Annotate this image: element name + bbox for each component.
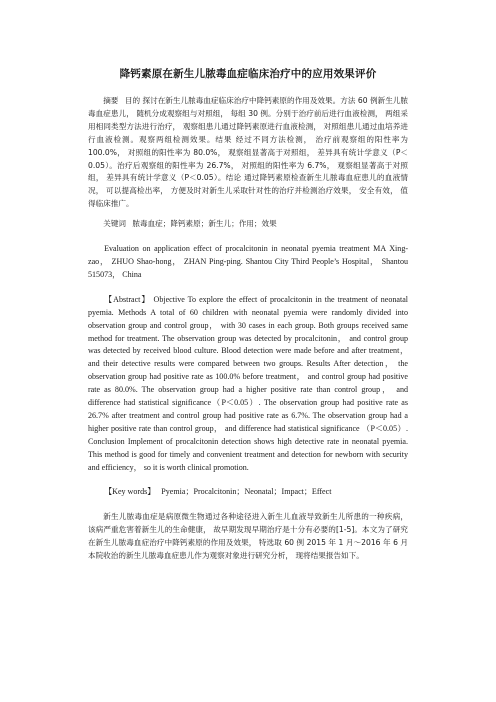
introduction-paragraph: 新生儿脓毒血症是病原微生物通过各种途径进入新生儿血液导致新生儿所患的一种疾病， 该病严重危害着新生儿的生命健康， 故早期发现早期治疗是十分有必要的[1-5]。本文为了研究在新生儿脓毒血症治疗中降钙素原的作用及效果， 特选取 60 例 2015 年 1 月～2016 年 6 月本院收治的新生儿脓毒血症患儿作为观察对象进行研究分析， 现将结果报告如下。 [88, 512, 408, 561]
chinese-keyword: 效果 [261, 219, 277, 229]
english-keyword: Procalcitonin ； [193, 487, 244, 496]
english-title-and-authors [88, 243, 408, 282]
english-keyword: Pyemia ； [161, 487, 193, 496]
english-title: Evaluation on application effect of procalcitonin in neonatal pyemia treatment [104, 244, 370, 254]
english-abstract [88, 294, 408, 475]
english-keyword: Effect [311, 487, 332, 497]
chinese-keyword: 作用 ； [239, 219, 262, 228]
chinese-abstract-text: 目的 探讨在新生儿脓毒血症临床治疗中降钙素原的作用及效果。方法 60 例新生儿脓毒血症患儿， 随机分成观察组与对照组， 每组 30 例。分别于治疗前后进行血液检测， 两组采用相同类型方法进行治疗， 观察组患儿通过降钙素原进行血液检测， 对照组患儿通过血培养进行血液检测。观察两组检测效果。结果 经过不同方法检测， 治疗前观察组的阳性率为 100.0%， 对照组的阳性率为 80.0%， 观察组显著高于对照组， 差异具有统计学意义（P＜0.05）。治疗后观察组的阳性率为 26.7%， 对照组的阳性率为 6.7%， 观察组显著高于对照组， 差异具有统计学意义（P＜0.05）。结论 通过降钙素原检查新生儿脓毒血症患儿的血液情况， 可以提高检出率， 方便及时对新生儿采取针对性的治疗并检测治疗效果， 安全有效， 值得临床推广。 [88, 96, 409, 209]
english-keyword: Impact ； [282, 487, 312, 496]
english-keyword: Neonatal ； [244, 487, 281, 496]
paper-title: 降钙素原在新生儿脓毒血症临床治疗中的应用效果评价 [119, 68, 377, 80]
english-keywords-label: 【Key words】 [104, 487, 156, 497]
chinese-keyword: 新生儿 ； [208, 219, 238, 228]
chinese-keyword: 降钙素原 ； [170, 219, 208, 228]
english-abstract-label: 【Abstract】 [104, 294, 151, 304]
english-abstract-text: Objective To explore the effect of procalcitonin in the treatment of neonatal pyemia. Methods A total of 60 children with neonatal pyemia were randomly divided into observation group and control group， with 30 cases in each group. Both groups received same method for treatment. The observation group was detected by procalcitonin， and control group was detected by received blood culture. Blood detection were made before and after treatment， and their detective results were compared between two groups. Results After detection， the observation group had positive rate as 100.0% before treatment， and control group had positive rate as 80.0%. The observation group had a higher positive rate than control group， and difference had statistical significance（P＜0.05）. The observation group had positive rate as 26.7% after treatment and control group had positive rate as 6.7%. The observation group had a higher positive rate than control group， and difference had statistical significance （P＜0.05）. Conclusion Implement of procalcitonin detection shows high detective rate in neonatal pyemia. This method is good for timely and convenient treatment and detection for newborn with security and efficiency， so it is worth clinical promotion. [88, 294, 408, 472]
chinese-keyword: 脓毒血症 ； [132, 219, 170, 228]
chinese-abstract-label: 摘要 [103, 96, 119, 105]
english-keywords [88, 486, 408, 499]
chinese-keywords [88, 218, 408, 231]
authors-affiliation: MA Xing-zao， ZHUO Shao-hong， ZHAN Ping-ping. Shantou City Third People’s Hospital， Shantou 515073， China [88, 244, 409, 279]
chinese-abstract [88, 95, 408, 211]
chinese-keywords-label: 关键词 [103, 219, 126, 229]
